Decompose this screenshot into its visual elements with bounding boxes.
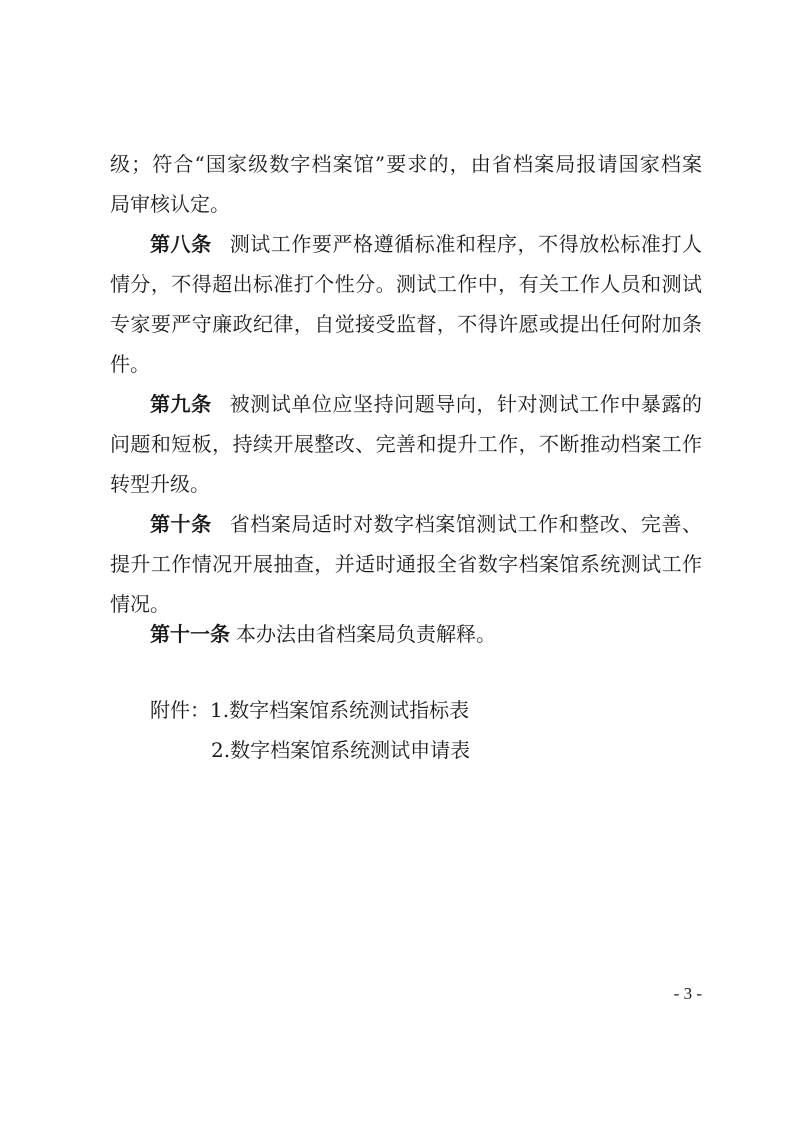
article-8-text-1: 测试工作要严格遵循标准和程序，不得放松标准打人 — [229, 232, 703, 256]
intro-line-1: 级；符合“国家级数字档案馆”要求的，由省档案局报请国家档案 — [110, 152, 702, 176]
article-8-heading: 第八条 — [150, 232, 212, 256]
article-11-text-1: 本办法由省档案局负责解释。 — [236, 622, 496, 646]
article-10-line-2: 提升工作情况开展抽查，并适时通报全省数字档案馆系统测试工作 — [110, 552, 702, 576]
intro-line-2: 局审核认定。 — [110, 192, 230, 216]
article-8-line-3: 专家要严守廉政纪律，自觉接受监督，不得许愿或提出任何附加条 — [110, 312, 702, 336]
article-10-line-3: 情况。 — [110, 592, 170, 616]
article-8-line-2: 情分，不得超出标准打个性分。测试工作中，有关工作人员和测试 — [110, 272, 702, 296]
article-8-line-1 — [150, 224, 702, 264]
article-9-line-1 — [150, 384, 702, 424]
attachment-item-2: 2.数字档案馆系统测试申请表 — [211, 738, 471, 762]
article-11-heading: 第十一条 — [150, 622, 230, 646]
article-9-text-1: 被测试单位应坚持问题导向，针对测试工作中暴露的 — [229, 392, 703, 416]
article-10-heading: 第十条 — [150, 512, 212, 536]
page-number: - 3 - — [673, 984, 702, 1003]
article-10-line-1 — [150, 504, 702, 544]
article-9-line-3: 转型升级。 — [110, 472, 210, 496]
article-8-line-4: 件。 — [110, 352, 150, 376]
article-9-heading: 第九条 — [150, 392, 212, 416]
article-10-text-1: 省档案局适时对数字档案馆测试工作和整改、完善、 — [229, 512, 703, 536]
article-11-line-1 — [150, 614, 702, 654]
attachment-item-1: 1.数字档案馆系统测试指标表 — [210, 698, 470, 722]
attachments-line-1 — [150, 690, 469, 730]
attachments-label: 附件： — [150, 698, 210, 722]
article-9-line-2: 问题和短板，持续开展整改、完善和提升工作，不断推动档案工作 — [110, 432, 702, 456]
